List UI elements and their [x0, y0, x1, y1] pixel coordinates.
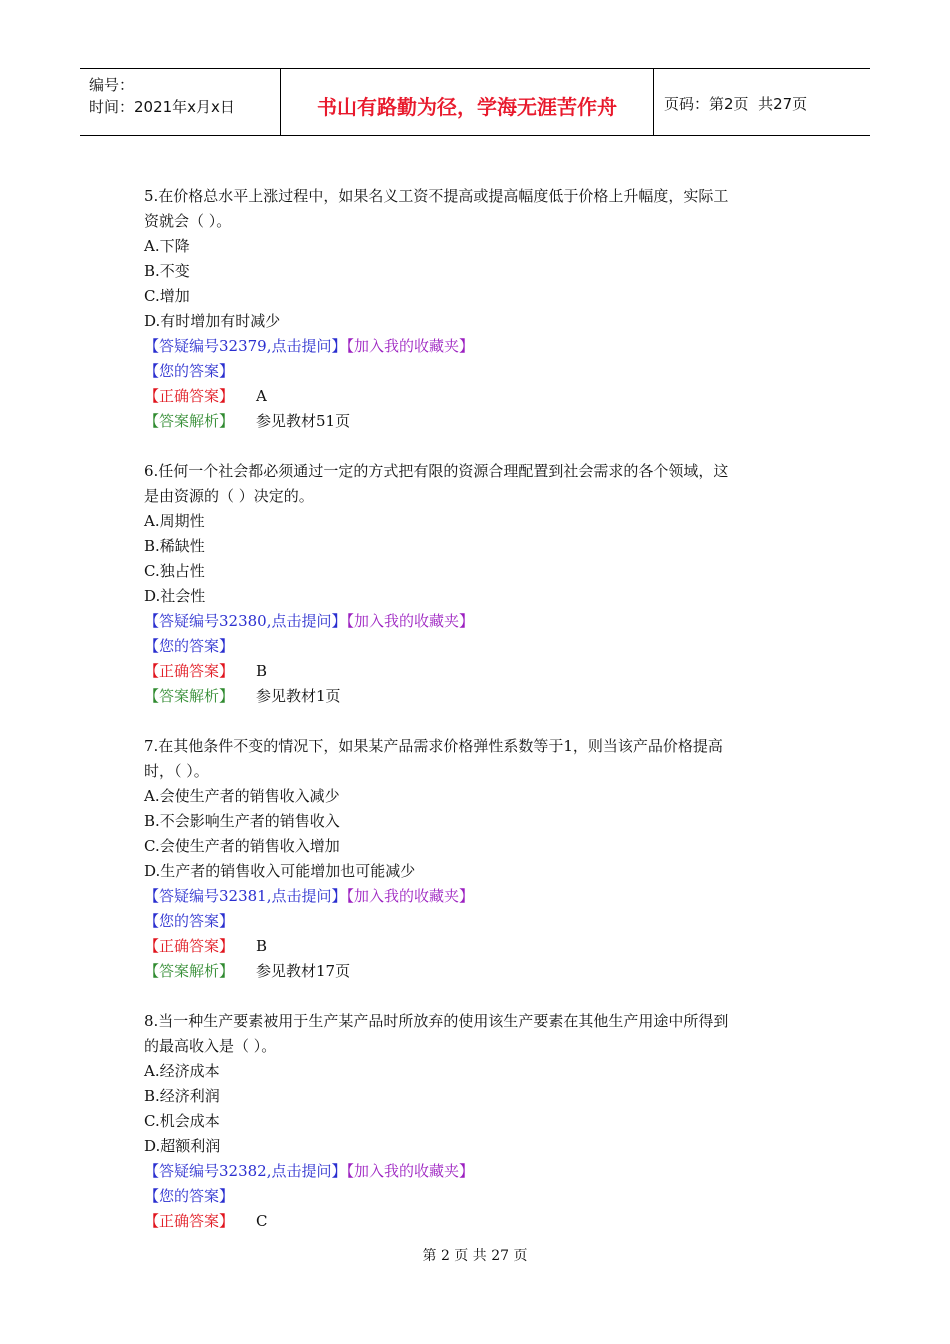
answer-option: D.社会性 [144, 587, 206, 605]
page-footer: 第 2 页 共 27 页 [422, 1248, 528, 1264]
question-text: 的最高收入是（ ）。 [144, 1037, 277, 1055]
your-answer-label: 【您的答案】 [144, 1187, 235, 1205]
your-answer-row [144, 909, 804, 934]
correct-answer-row [144, 659, 804, 684]
action-links [144, 334, 804, 359]
add-favorite-link[interactable]: 【加入我的收藏夹】 [346, 1162, 475, 1180]
question-text: 5.在价格总水平上涨过程中，如果名义工资不提高或提高幅度低于价格上升幅度，实际工 [144, 187, 729, 205]
answer-option: B.不会影响生产者的销售收入 [144, 812, 340, 830]
question-text: 7.在其他条件不变的情况下，如果某产品需求价格弹性系数等于1，则当该产品价格提高 [144, 737, 723, 755]
correct-answer-row [144, 934, 804, 959]
your-answer-row [144, 359, 804, 384]
your-answer-label: 【您的答案】 [144, 362, 235, 380]
header-motto: 书山有路勤为径，学海无涯苦作舟 [281, 69, 654, 135]
answer-analysis-value: 参见教材1页 [256, 687, 341, 705]
correct-answer-value: C [256, 1212, 268, 1230]
number-label: 编号： [89, 76, 135, 94]
answer-option: B.经济利润 [144, 1087, 220, 1105]
answer-analysis-label: 【答案解析】 [144, 687, 235, 705]
correct-answer-label: 【正确答案】 [144, 937, 235, 955]
question-text: 时，（ ）。 [144, 762, 209, 780]
answer-option: D.有时增加有时减少 [144, 312, 281, 330]
question-text: 6.任何一个社会都必须通过一定的方式把有限的资源合理配置到社会需求的各个领域，这 [144, 462, 729, 480]
page-code-text: 页码：第2页 共27页 [664, 94, 808, 113]
answer-option: B.稀缺性 [144, 537, 205, 555]
your-answer-row [144, 634, 804, 659]
add-favorite-link[interactable]: 【加入我的收藏夹】 [346, 887, 475, 905]
correct-answer-row [144, 1209, 804, 1234]
action-links [144, 884, 804, 909]
question-list [144, 184, 804, 1259]
question-text: 资就会（ ）。 [144, 212, 232, 230]
answer-analysis-label: 【答案解析】 [144, 412, 235, 430]
answer-analysis-value: 参见教材51页 [256, 412, 351, 430]
action-links [144, 1159, 804, 1184]
question-block [144, 1009, 804, 1234]
page-header [80, 68, 870, 136]
answer-analysis-value: 参见教材17页 [256, 962, 351, 980]
your-answer-label: 【您的答案】 [144, 637, 235, 655]
answer-analysis-label: 【答案解析】 [144, 962, 235, 980]
answer-option: C.独占性 [144, 562, 205, 580]
answer-option: A.下降 [144, 237, 190, 255]
add-favorite-link[interactable]: 【加入我的收藏夹】 [346, 337, 475, 355]
ask-question-link[interactable]: 【答疑编号32380,点击提问】 [144, 612, 347, 630]
correct-answer-label: 【正确答案】 [144, 387, 235, 405]
ask-question-link[interactable]: 【答疑编号32382,点击提问】 [144, 1162, 347, 1180]
answer-option: A.会使生产者的销售收入减少 [144, 787, 340, 805]
time-label: 时间：2021年x月x日 [89, 98, 235, 116]
answer-analysis-row [144, 409, 804, 434]
answer-option: D.超额利润 [144, 1137, 221, 1155]
answer-option: A.经济成本 [144, 1062, 220, 1080]
your-answer-row [144, 1184, 804, 1209]
correct-answer-value: A [256, 387, 267, 405]
correct-answer-value: B [256, 662, 268, 680]
correct-answer-row [144, 384, 804, 409]
header-page-code [654, 69, 870, 135]
answer-option: D.生产者的销售收入可能增加也可能减少 [144, 862, 416, 880]
ask-question-link[interactable]: 【答疑编号32379,点击提问】 [144, 337, 347, 355]
header-meta [80, 69, 281, 135]
answer-analysis-row [144, 959, 804, 984]
action-links [144, 609, 804, 634]
answer-option: C.机会成本 [144, 1112, 220, 1130]
question-text: 是由资源的（ ）决定的。 [144, 487, 314, 505]
question-text: 8.当一种生产要素被用于生产某产品时所放弃的使用该生产要素在其他生产用途中所得到 [144, 1012, 729, 1030]
ask-question-link[interactable]: 【答疑编号32381,点击提问】 [144, 887, 347, 905]
correct-answer-label: 【正确答案】 [144, 1212, 235, 1230]
your-answer-label: 【您的答案】 [144, 912, 235, 930]
answer-option: C.增加 [144, 287, 190, 305]
correct-answer-value: B [256, 937, 268, 955]
question-block [144, 734, 804, 984]
answer-option: B.不变 [144, 262, 190, 280]
question-block [144, 459, 804, 709]
answer-analysis-row [144, 684, 804, 709]
answer-option: C.会使生产者的销售收入增加 [144, 837, 340, 855]
correct-answer-label: 【正确答案】 [144, 662, 235, 680]
question-block [144, 184, 804, 434]
add-favorite-link[interactable]: 【加入我的收藏夹】 [346, 612, 475, 630]
answer-option: A.周期性 [144, 512, 205, 530]
